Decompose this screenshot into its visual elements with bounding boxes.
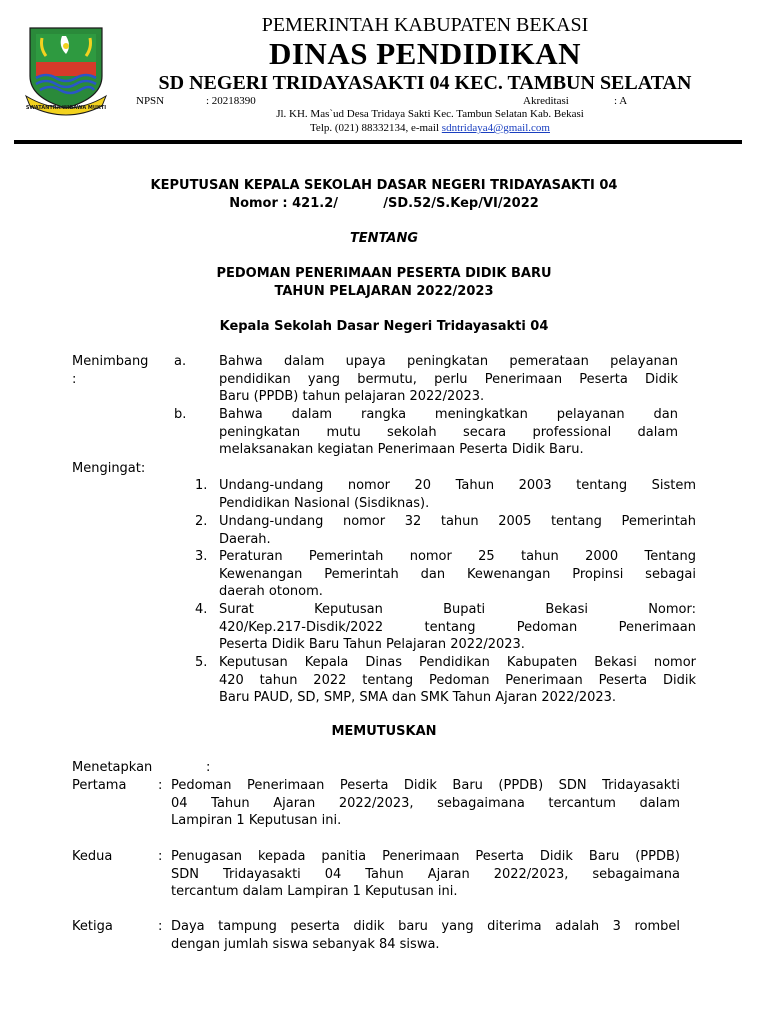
kedua-colon: :: [158, 849, 163, 864]
mengingat-item-5: [219, 654, 696, 707]
menimbang-b-line: melaksanakan kegiatan Penerimaan Peserta Didik Baru.: [219, 442, 584, 458]
mengingat-marker-1: 1.: [195, 478, 208, 493]
decree-authority: Kepala Sekolah Dasar Negeri Tridayasakti 04: [219, 319, 549, 334]
ketiga-label: Ketiga: [72, 919, 113, 934]
letterhead-phone-line: [130, 121, 730, 135]
kedua-text: [171, 848, 680, 901]
kedua-line: SDN Tridayasakti 04 Tahun Ajaran 2022/2023, sebagaimana: [171, 866, 680, 882]
menimbang-a-line: Bahwa dalam upaya peningkatan pemerataan pelayanan: [219, 354, 678, 369]
memutuskan-heading: MEMUTUSKAN: [331, 724, 437, 739]
mengingat-marker-4: 4.: [195, 602, 208, 617]
menetapkan-colon: :: [206, 760, 211, 775]
ketiga-colon: :: [158, 919, 163, 934]
pertama-line: Lampiran 1 Keputusan ini.: [171, 813, 342, 829]
menimbang-marker-b: b.: [174, 407, 187, 422]
mengingat-2-line: Daerah.: [219, 531, 271, 547]
mengingat-1-line: Pendidikan Nasional (Sisdiknas).: [219, 495, 430, 511]
pertama-text: [171, 777, 680, 830]
mengingat-4-line: Surat Keputusan Bupati Bekasi Nomor:: [219, 602, 696, 617]
menimbang-marker-a: a.: [174, 354, 187, 369]
menimbang-b-line: peningkatan mutu sekolah secara professional dalam: [219, 424, 678, 440]
mengingat-marker-3: 3.: [195, 549, 208, 564]
mengingat-5-line: 420 tahun 2022 tentang Pedoman Penerimaan Peserta Didik: [219, 672, 696, 688]
mengingat-4-line: Peserta Didik Baru Tahun Pelajaran 2022/2023.: [219, 637, 525, 653]
pertama-label: Pertama: [72, 778, 127, 793]
menimbang-a-line: pendidikan yang bermutu, perlu Penerimaan Peserta Didik: [219, 371, 678, 387]
menimbang-a-line: Baru (PPDB) tahun pelajaran 2022/2023.: [219, 389, 485, 405]
letterhead-address: Jl. KH. Mas`ud Desa Tridaya Sakti Kec. Tambun Selatan Kab. Bekasi: [276, 108, 584, 120]
ketiga-line: dengan jumlah siswa sebanyak 84 siswa.: [171, 936, 440, 952]
mengingat-1-line: Undang-undang nomor 20 Tahun 2003 tentang Sistem: [219, 478, 696, 493]
kedua-line: Penugasan kepada panitia Penerimaan Peserta Didik Baru (PPDB): [171, 849, 680, 864]
mengingat-label: Mengingat:: [72, 461, 146, 476]
pertama-line: 04 Tahun Ajaran 2022/2023, sebagaimana tercantum dalam: [171, 795, 680, 811]
mengingat-item-3: [219, 548, 696, 601]
mengingat-5-line: Keputusan Kepala Dinas Pendidikan Kabupaten Bekasi nomor: [219, 655, 696, 670]
pertama-line: Pedoman Penerimaan Peserta Didik Baru (PPDB) SDN Tridayasakti: [171, 778, 680, 793]
kedua-line: tercantum dalam Lampiran 1 Keputusan ini.: [171, 884, 458, 900]
letterhead-government: PEMERINTAH KABUPATEN BEKASI: [261, 14, 589, 36]
akreditasi-label: Akreditasi: [523, 95, 569, 107]
mengingat-marker-2: 2.: [195, 514, 208, 529]
mengingat-3-line: Peraturan Pemerintah nomor 25 tahun 2000 Tentang: [219, 549, 696, 564]
mengingat-3-line: Kewenangan Pemerintah dan Kewenangan Propinsi sebagai: [219, 566, 696, 582]
menimbang-item-a: [219, 353, 678, 406]
letterhead-phone: Telp. (021) 88332134, e-mail: [309, 122, 440, 134]
mengingat-3-line: daerah otonom.: [219, 584, 323, 600]
menimbang-item-b: [219, 406, 678, 459]
akreditasi-value: : A: [614, 95, 628, 107]
mengingat-2-line: Undang-undang nomor 32 tahun 2005 tentang Pemerintah: [219, 514, 696, 529]
mengingat-marker-5: 5.: [195, 655, 208, 670]
kedua-label: Kedua: [72, 849, 113, 864]
decree-number: Nomor : 421.2/ /SD.52/S.Kep/VI/2022: [229, 196, 539, 211]
menimbang-label: Menimbang: [72, 354, 149, 369]
mengingat-4-line: 420/Kep.217-Disdik/2022 tentang Pedoman Penerimaan: [219, 619, 696, 635]
mengingat-5-line: Baru PAUD, SD, SMP, SMA dan SMK Tahun Ajaran 2022/2023.: [219, 690, 617, 706]
decree-tentang: TENTANG: [349, 231, 419, 246]
pertama-colon: :: [158, 778, 163, 793]
ketiga-text: [171, 918, 680, 953]
menetapkan-label: Menetapkan: [72, 760, 153, 775]
npsn-value: : 20218390: [206, 95, 256, 107]
decree-title: KEPUTUSAN KEPALA SEKOLAH DASAR NEGERI TRIDAYASAKTI 04: [150, 178, 618, 193]
letterhead-contact: [130, 107, 730, 135]
mengingat-item-2: [219, 513, 696, 548]
npsn-label: NPSN: [136, 95, 165, 107]
emblem-ribbon-text: SWATANTRA WIBAWA MUKTI: [25, 105, 107, 111]
menimbang-colon: :: [72, 372, 77, 387]
letterhead-divider: [14, 140, 742, 144]
email-link[interactable]: sdntridaya4@gmail.com: [441, 122, 550, 134]
bekasi-regency-emblem: [22, 24, 110, 116]
decree-subject-line-1: PEDOMAN PENERIMAAN PESERTA DIDIK BARU: [216, 266, 552, 281]
menimbang-b-line: Bahwa dalam rangka meningkatkan pelayanan dan: [219, 407, 678, 422]
ketiga-line: Daya tampung peserta didik baru yang diterima adalah 3 rombel: [171, 919, 680, 934]
letterhead-department: DINAS PENDIDIKAN: [268, 36, 581, 71]
mengingat-item-1: [219, 477, 696, 512]
decree-subject-line-2: TAHUN PELAJARAN 2022/2023: [274, 284, 494, 299]
letterhead-school-name: SD NEGERI TRIDAYASAKTI 04 KEC. TAMBUN SELATAN: [158, 72, 692, 94]
mengingat-item-4: [219, 601, 696, 654]
